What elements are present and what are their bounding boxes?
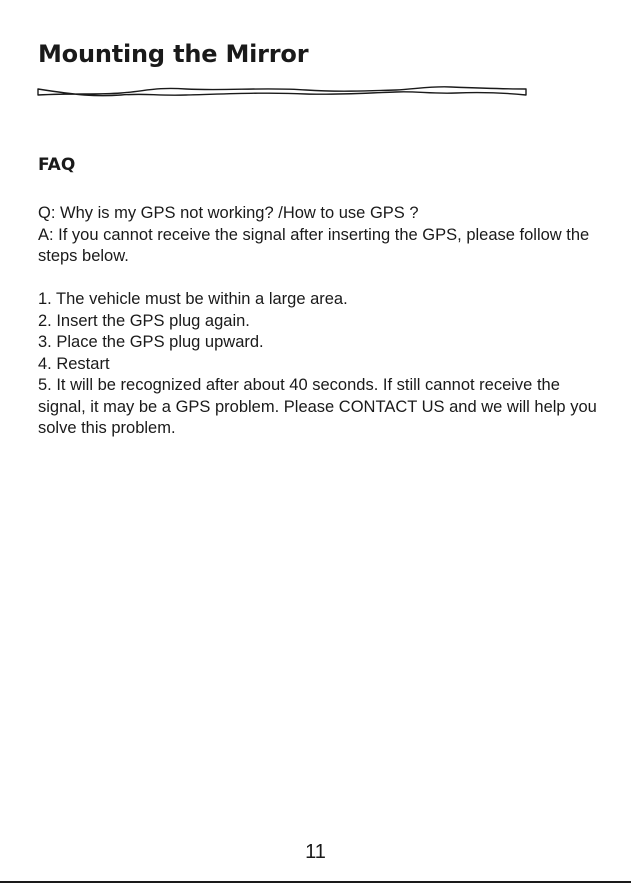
faq-question: Q: Why is my GPS not working? /How to use GPS ? bbox=[38, 204, 419, 222]
step-item: 4. Restart bbox=[38, 354, 110, 373]
wavy-divider bbox=[36, 81, 528, 101]
page-number: 11 bbox=[305, 841, 326, 863]
paragraph-gap bbox=[38, 268, 598, 290]
steps-list bbox=[38, 289, 598, 440]
faq-heading: FAQ bbox=[38, 155, 76, 175]
step-item: 5. It will be recognized after about 40 seconds. If still cannot receive the signal, it may be a GPS problem. Please CONTACT US and we will help you solve this problem. bbox=[38, 376, 597, 437]
faq-body bbox=[38, 203, 598, 440]
page-title: Mounting the Mirror bbox=[38, 40, 309, 68]
step-item: 3. Place the GPS plug upward. bbox=[38, 333, 264, 351]
step-item: 2. Insert the GPS plug again. bbox=[38, 311, 250, 330]
faq-answer: A: If you cannot receive the signal after inserting the GPS, please follow the steps below. bbox=[38, 225, 590, 265]
step-item: 1. The vehicle must be within a large area. bbox=[38, 290, 348, 308]
